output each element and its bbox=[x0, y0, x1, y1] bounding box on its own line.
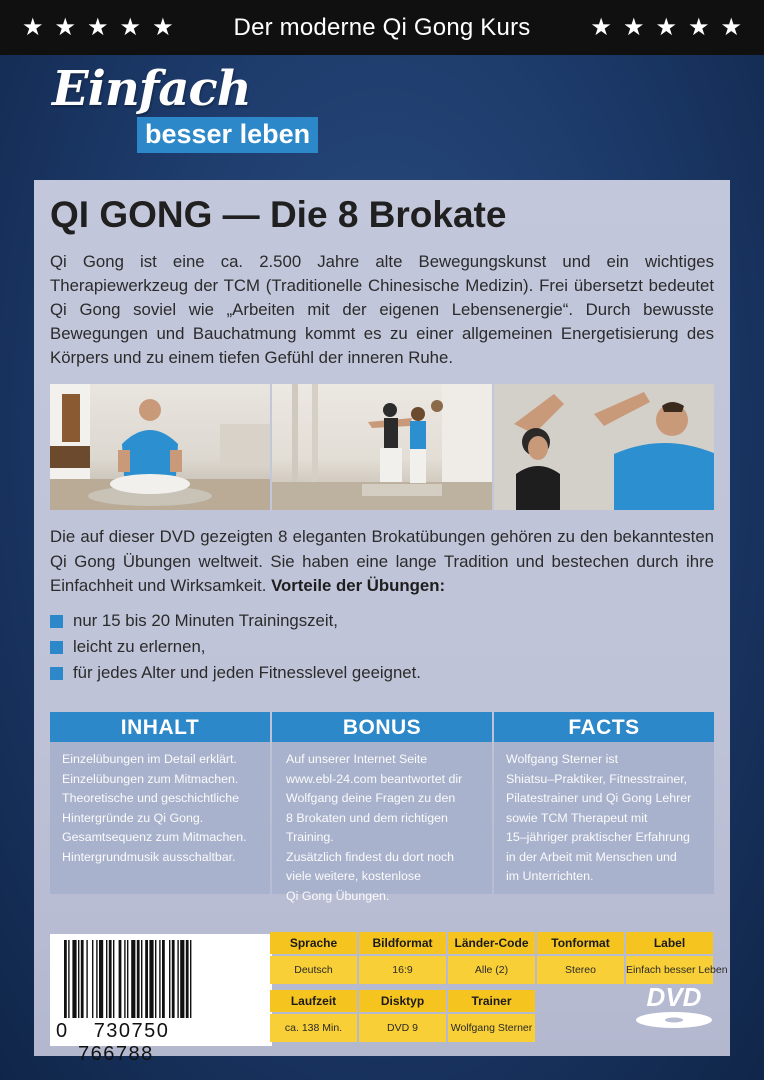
barcode-digits-left: 730750 bbox=[93, 1020, 170, 1042]
column-bonus bbox=[272, 712, 492, 903]
column-line: Zusätzlich findest du dort noch bbox=[286, 849, 455, 864]
spec-cell bbox=[626, 932, 728, 984]
star-icon: ★ bbox=[655, 13, 677, 41]
column-line: 8 Brokaten und dem richtigen bbox=[286, 810, 448, 825]
star-icon: ★ bbox=[687, 13, 710, 41]
spec-cell bbox=[359, 990, 446, 1042]
column-line: 15–jähriger praktischer Erfahrung bbox=[506, 830, 690, 844]
spec-value: Alle (2) bbox=[448, 956, 535, 984]
barcode-number bbox=[56, 1020, 272, 1066]
column-line: Wolfgang Sterner ist bbox=[506, 752, 619, 766]
column-heading: INHALT bbox=[50, 712, 270, 742]
column-body bbox=[272, 742, 492, 906]
logo-tag: besser leben bbox=[137, 117, 318, 153]
column-line: Qi Gong Übungen. bbox=[286, 888, 390, 903]
photo-strip bbox=[50, 384, 714, 510]
column-line: in der Arbeit mit Menschen und bbox=[506, 849, 677, 864]
barcode bbox=[50, 934, 272, 1065]
spec-value: Deutsch bbox=[270, 956, 357, 984]
spec-value: 16:9 bbox=[359, 956, 446, 984]
column-line: Theoretische und geschichtliche bbox=[62, 791, 240, 805]
spec-label: Disktyp bbox=[359, 990, 446, 1012]
column-inhalt bbox=[50, 712, 270, 894]
brand-logo bbox=[52, 61, 322, 159]
column-heading: BONUS bbox=[272, 712, 492, 742]
description-text bbox=[50, 525, 714, 599]
list-item bbox=[50, 634, 421, 660]
star-icon: ★ bbox=[87, 13, 109, 41]
spec-cell bbox=[448, 990, 535, 1042]
list-item bbox=[50, 660, 421, 686]
spec-label: Label bbox=[626, 932, 713, 954]
barcode-digits-right: 766788 bbox=[78, 1043, 154, 1065]
spec-label: Tonformat bbox=[537, 932, 624, 954]
spec-cell bbox=[448, 932, 535, 984]
benefit-text: nur 15 bis 20 Minuten Trainingszeit, bbox=[73, 611, 338, 630]
info-columns bbox=[50, 712, 714, 903]
photo-closeup-exercise bbox=[494, 384, 714, 510]
dvd-logo-text: DVD bbox=[646, 982, 702, 1012]
column-line: viele weitere, kostenlose bbox=[286, 869, 421, 883]
column-body bbox=[494, 742, 714, 887]
star-icon: ★ bbox=[152, 13, 174, 41]
star-icon: ★ bbox=[119, 13, 142, 41]
spec-label: Sprache bbox=[270, 932, 357, 954]
spec-value: Wolfgang Sterner bbox=[448, 1014, 535, 1042]
dvd-logo-icon bbox=[632, 980, 716, 1032]
benefit-text: für jedes Alter und jeden Fitnesslevel geeignet. bbox=[73, 663, 421, 682]
spec-value: Stereo bbox=[537, 956, 624, 984]
column-heading: FACTS bbox=[494, 712, 714, 742]
intro-text: Qi Gong ist eine ca. 2.500 Jahre alte Bewegungskunst und ein wichtiges Therapiewerkzeug der TCM (Traditionelle Chinesische Medizin). Frei übersetzt bedeutet Qi Gong soviel wie „Arbeiten mit der eigenen Lebensenergie“. Durch bewusste Bewegungen und Bauchatmung kommt es zu einer allgemeinen Energetisierung des Körpers und zu einem tiefen Gefühl der inneren Ruhe. bbox=[50, 252, 714, 367]
column-line: im Unterrichten. bbox=[506, 869, 594, 883]
column-line: Einzelübungen zum Mitmachen. bbox=[62, 771, 239, 786]
stars-right bbox=[590, 13, 742, 41]
barcode-digit-first: 0 bbox=[56, 1020, 69, 1042]
star-icon: ★ bbox=[590, 13, 612, 41]
spec-cell bbox=[270, 932, 357, 984]
column-line: Hintergrundmusik ausschaltbar. bbox=[62, 849, 236, 864]
spec-cell bbox=[359, 932, 446, 984]
spec-label: Laufzeit bbox=[270, 990, 357, 1012]
column-line: Auf unserer Internet Seite bbox=[286, 752, 428, 766]
column-facts bbox=[494, 712, 714, 894]
bullet-square-icon bbox=[50, 641, 63, 654]
content-panel bbox=[34, 180, 730, 1065]
bullet-square-icon bbox=[50, 667, 63, 680]
star-icon: ★ bbox=[720, 13, 742, 41]
column-line: Shiatsu–Praktiker, Fitnesstrainer, bbox=[506, 771, 688, 786]
list-item bbox=[50, 608, 421, 634]
column-line: sowie TCM Therapeut mit bbox=[506, 810, 648, 825]
photo-trainer-seated bbox=[50, 384, 272, 510]
column-body bbox=[50, 742, 270, 867]
top-bar bbox=[0, 0, 764, 55]
column-line: Hintergründe zu Qi Gong. bbox=[62, 810, 204, 825]
course-title: Der moderne Qi Gong Kurs bbox=[233, 13, 531, 41]
page-title: QI GONG — Die 8 Brokate bbox=[50, 194, 507, 235]
column-line: Pilatestrainer und Qi Gong Lehrer bbox=[506, 791, 692, 805]
star-icon: ★ bbox=[22, 13, 44, 41]
benefits-title: Vorteile der Übungen: bbox=[271, 576, 446, 595]
spec-label: Länder-Code bbox=[448, 932, 535, 954]
column-line: Training. bbox=[286, 830, 334, 844]
spec-cell bbox=[537, 932, 624, 984]
star-icon: ★ bbox=[622, 13, 645, 41]
stars-left bbox=[22, 13, 174, 41]
description-body: Die auf dieser DVD gezeigten 8 eleganten Brokatübungen gehören zu den bekanntesten Qi Gong Übungen weltweit. Sie haben eine lange Tradition und bestechen durch ihre Einfachheit und Wirksamkeit. bbox=[50, 527, 714, 595]
column-line: Gesamtsequenz zum Mitmachen. bbox=[62, 830, 247, 844]
column-line: Wolfgang deine Fragen zu den bbox=[286, 791, 456, 805]
star-icon: ★ bbox=[54, 13, 77, 41]
logo-word: Einfach bbox=[52, 61, 251, 117]
benefit-text: leicht zu erlernen, bbox=[73, 637, 206, 656]
spec-row bbox=[270, 932, 728, 984]
column-line: www.ebl-24.com beantwortet dir bbox=[286, 771, 463, 786]
spec-label: Bildformat bbox=[359, 932, 446, 954]
spec-label: Trainer bbox=[448, 990, 535, 1012]
benefits-list bbox=[50, 608, 421, 686]
photo-two-people-standing bbox=[272, 384, 494, 510]
spec-value: Einfach besser Leben bbox=[626, 956, 713, 984]
spec-value: ca. 138 Min. bbox=[270, 1014, 357, 1042]
spec-cell bbox=[270, 990, 357, 1042]
barcode-bars bbox=[50, 934, 272, 1020]
column-line: Einzelübungen im Detail erklärt. bbox=[62, 752, 237, 766]
bullet-square-icon bbox=[50, 615, 63, 628]
spec-value: DVD 9 bbox=[359, 1014, 446, 1042]
